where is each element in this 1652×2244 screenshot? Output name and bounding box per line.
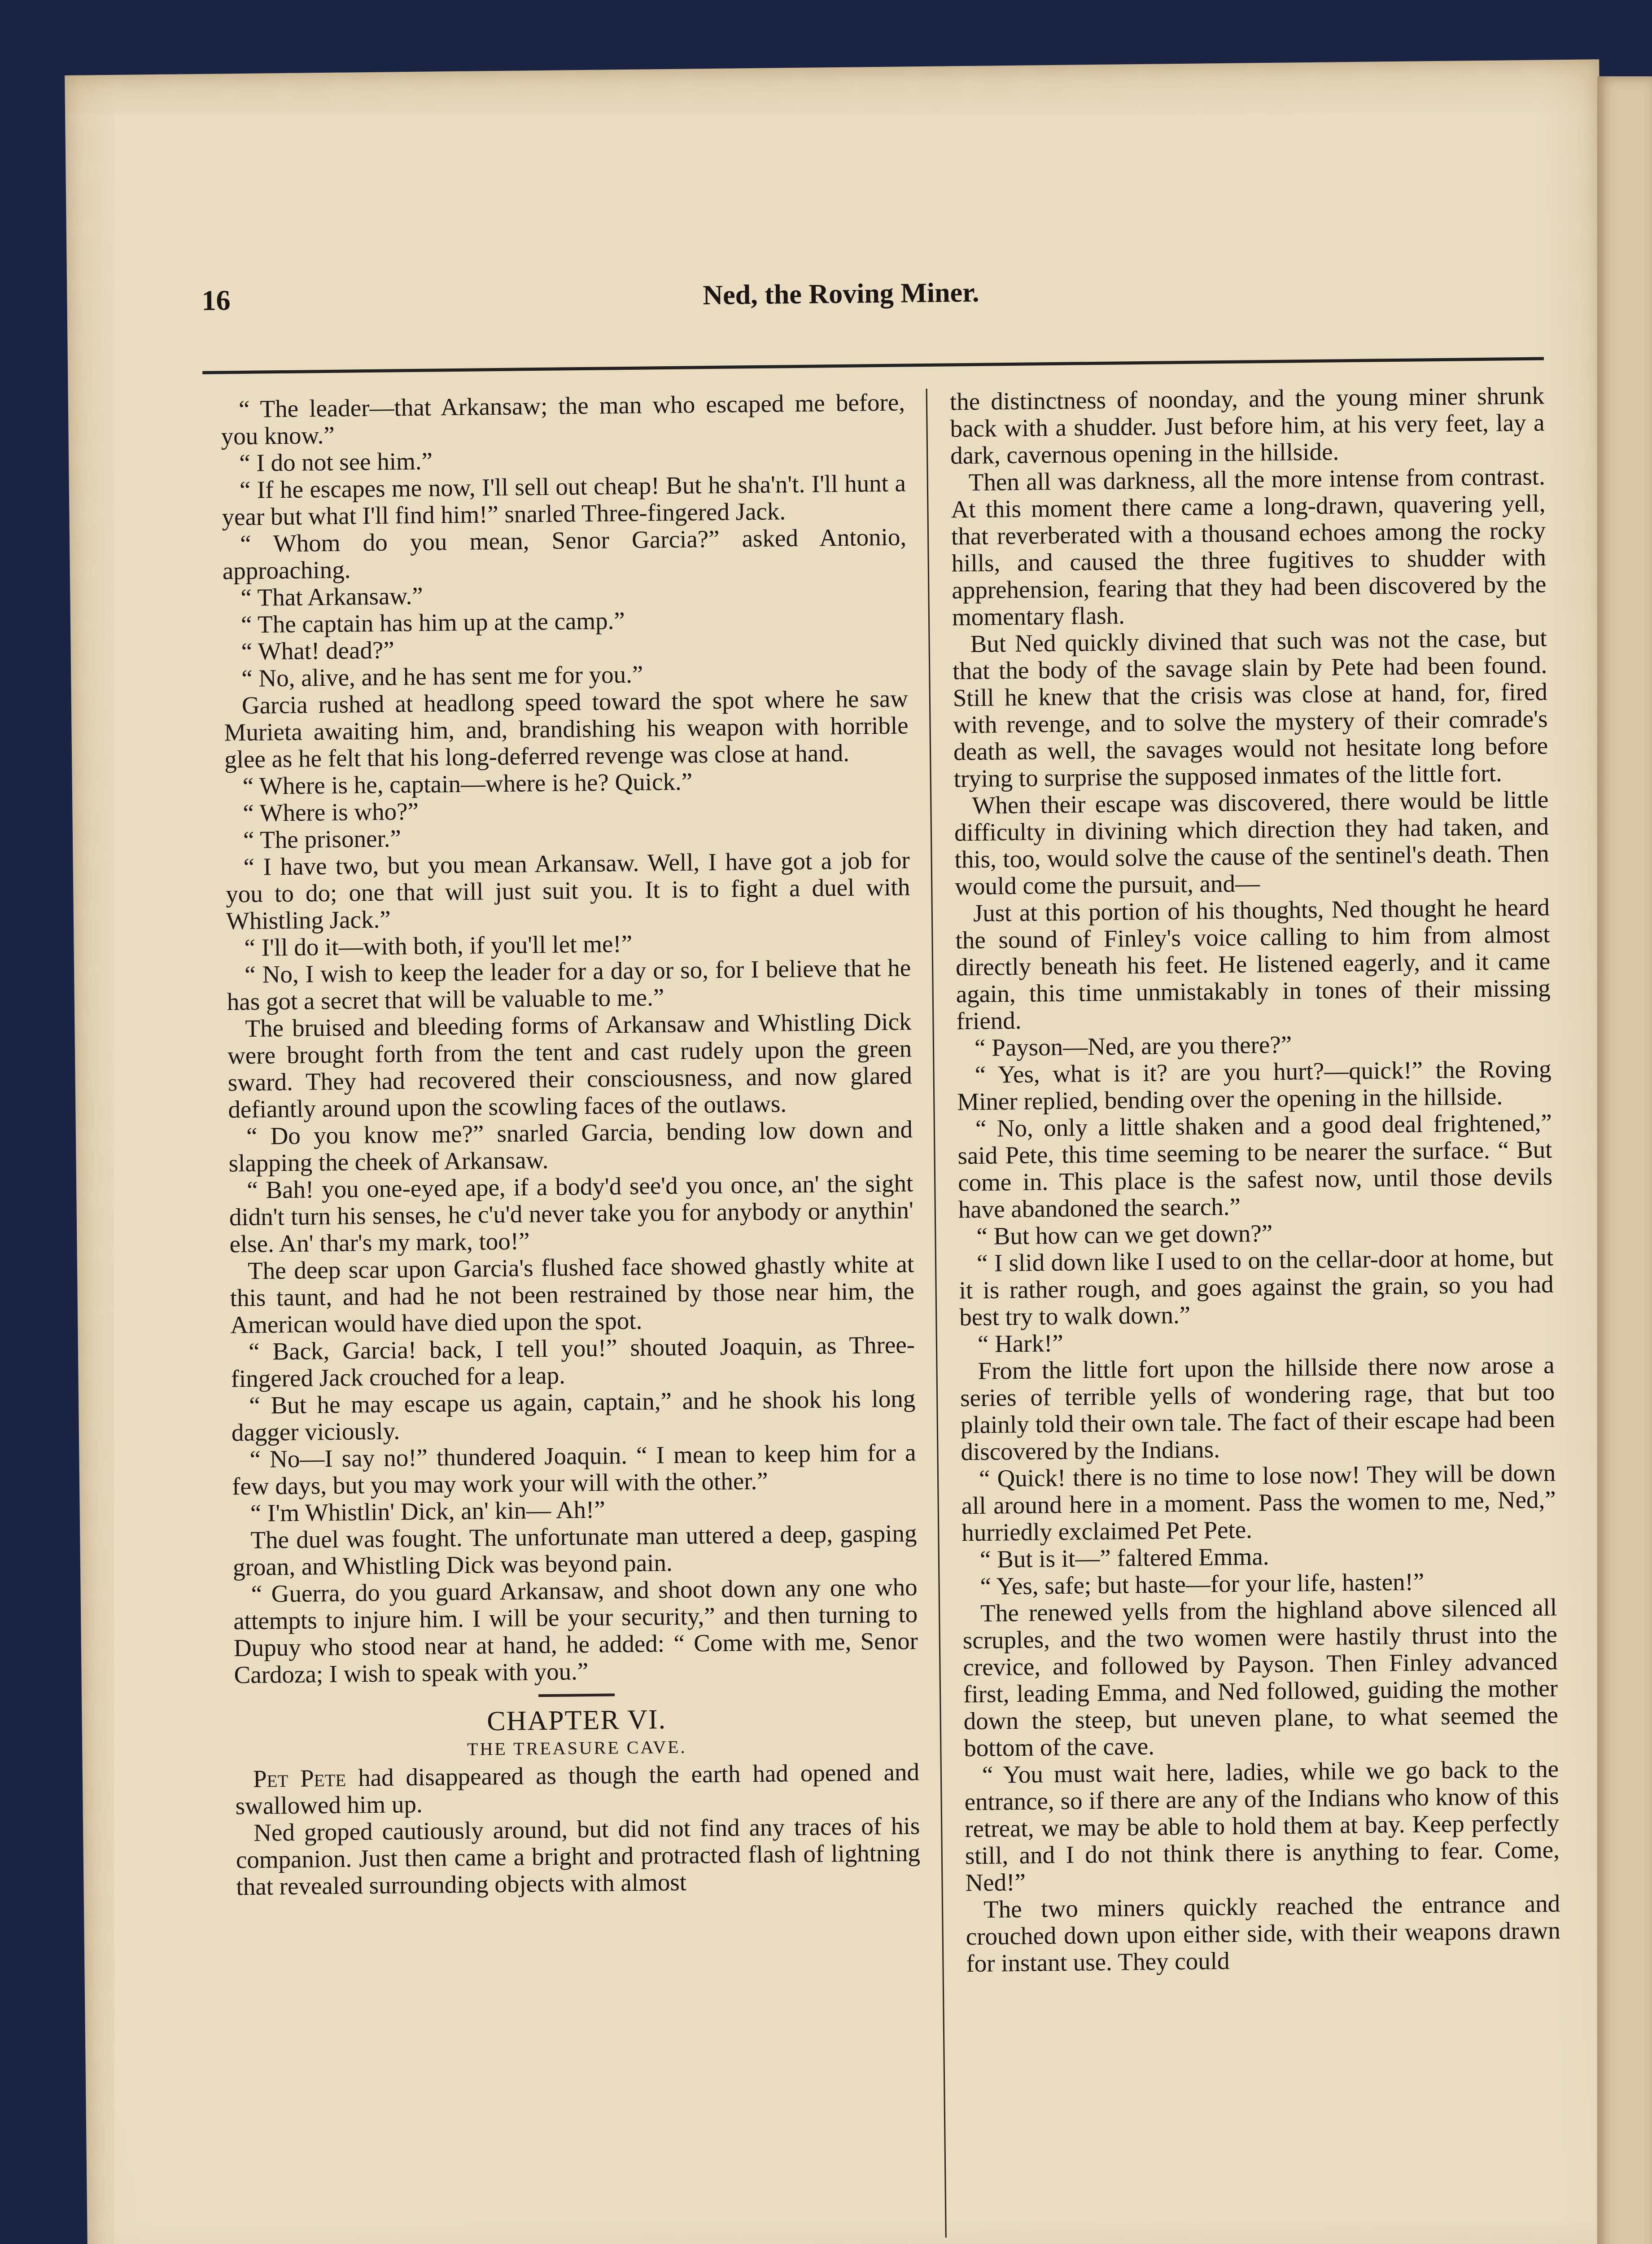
paragraph: “ No, alive, and he has sent me for you.” xyxy=(241,660,643,692)
paragraph: From the little fort upon the hillside there now arose a series of terrible yells of wondering rage, that but too plainly told their own tale. The fact of their escape had been discovered by the Indians. xyxy=(960,1351,1556,1466)
section-divider xyxy=(538,1693,615,1697)
paragraph: “ Do you know me?” snarled Garcia, bending low down and slapping the cheek of Arkansaw. xyxy=(228,1115,913,1177)
paragraph: “ No—I say no!” thundered Joaquin. “ I mean to keep him for a few days, but you may work your will with the other.” xyxy=(232,1438,916,1500)
paragraph: “ You must wait here, ladies, while we go back to the entrance, so if there are any of the Indians who know of this retreat, we may be able to hold them at bay. Keep perfectly still, and I do not think there is anything to fear. Come, Ned!” xyxy=(964,1755,1560,1897)
left-column-text xyxy=(221,389,918,1688)
paragraph: “ But he may escape us again, captain,” and he shook his long dagger viciously. xyxy=(231,1385,916,1446)
paragraph: “ Bah! you one-eyed ape, if a body'd see'd you once, an' the sight didn't turn his senses, he c'u'd never take you for anybody or anythin' else. An' thar's my mark, too!” xyxy=(229,1169,914,1258)
paragraph: “ Guerra, do you guard Arkansaw, and shoot down any one who attempts to injure him. I will be your security,” and then turning to Dupuy who stood near at hand, he added: “ Come with me, Senor Cardoza; I wish to speak with you.” xyxy=(233,1573,918,1689)
paragraph: the distinctness of noonday, and the young miner shrunk back with a shudder. Just before him, at his very feet, lay a dark, cavernous opening in the hillside. xyxy=(949,381,1545,469)
paragraph: When their escape was discovered, there would be little difficulty in divining which direction they had taken, and this, too, would solve the cause of the sentinel's death. Then would come the pursuit, and— xyxy=(954,785,1549,900)
book-page xyxy=(65,59,1622,2244)
paragraph: “ I have two, but you mean Arkansaw. Well, I have got a job for you to do; one that will just suit you. It is to fight a duel with Whistling Jack.” xyxy=(226,846,910,935)
paragraph: “ No, only a little shaken and a good deal frightened,” said Pete, this time seeming to be nearer the surface. “ But come in. This place is the safest now, until those devils have abandoned the search.” xyxy=(957,1109,1553,1223)
chapter-subtitle: THE TREASURE CAVE. xyxy=(467,1736,687,1759)
running-title: Ned, the Roving Miner. xyxy=(703,277,979,311)
paragraph: “ No, I wish to keep the leader for a day or so, for I believe that he has got a secret that will be valuable to me.” xyxy=(227,954,911,1016)
paragraph: “ Yes, what is it? are you hurt?—quick!” the Roving Miner replied, bending over the opening in the hillside. xyxy=(957,1055,1551,1116)
paragraph: “ Whom do you mean, Senor Garcia?” asked Antonio, approaching. xyxy=(222,523,907,585)
chapter-opening-word: Pet Pete xyxy=(253,1764,346,1793)
left-column xyxy=(221,389,921,1900)
paragraph: “ Quick! there is no time to lose now! They will be down all around here in a moment. Pass the women to me, Ned,” hurriedly exclaimed Pet Pete. xyxy=(961,1459,1556,1547)
paragraph: “ The prisoner.” xyxy=(243,824,402,854)
paragraph: “ But how can we get down?” xyxy=(976,1219,1273,1250)
chapter-first-paragraph xyxy=(235,1758,920,1819)
paragraph: “ If he escapes me now, I'll sell out cheap! But he sha'n't. I'll hunt a year but what I'll find him!” snarled Three-fingered Jack. xyxy=(222,469,906,531)
paragraph: The two miners quickly reached the entrance and crouched down upon either side, with their weapons drawn for instant use. They could xyxy=(966,1889,1561,1977)
right-column xyxy=(950,382,1561,1977)
paragraph: The bruised and bleeding forms of Arkansaw and Whistling Dick were brought forth from the tent and cast rudely upon the green sward. They had recovered their consciousness, and now glared defiantly around upon the scowling faces of the outlaws. xyxy=(227,1008,912,1123)
paragraph: “ Payson—Ned, are you there?” xyxy=(974,1030,1292,1061)
chapter-paragraph-text: had disappeared as though the earth had opened and swallowed him up. xyxy=(235,1758,920,1820)
paragraph: “ I'll do it—with both, if you'll let me!” xyxy=(244,929,633,961)
paragraph: But Ned quickly divined that such was not the case, but that the body of the savage slain by Pete had been found. Still he knew that the crisis was close at hand, for, fired with revenge, and to solve the mystery of their comrade's death as well, the savages would not hesitate long before trying to surprise the supposed inmates of the little fort. xyxy=(952,624,1548,793)
paragraph: Just at this portion of his thoughts, Ned thought he heard the sound of Finley's voice calling to him from almost directly beneath his feet. He listened eagerly, and it came again, this time unmistakably in tones of their missing friend. xyxy=(955,893,1551,1035)
paragraph: The renewed yells from the highland above silenced all scruples, and the two women were hastily thrust into the crevice, and followed by Payson. Then Finley advanced first, leading Emma, and Ned followed, guiding the mother down the steep, but uneven plane, to what seemed the bottom of the cave. xyxy=(962,1593,1558,1762)
paragraph: “ That Arkansaw.” xyxy=(240,582,423,611)
paragraph: “ The captain has him up at the camp.” xyxy=(240,607,625,638)
chapter-paragraph: Ned groped cautiously around, but did not find any traces of his companion. Just then came a bright and protracted flash of lightning that revealed surrounding objects with almost xyxy=(236,1812,921,1901)
paragraph: “ I slid down like I used to on the cellar-door at home, but it is rather rough, and goes against the grain, so you had best try to walk down.” xyxy=(959,1243,1554,1331)
column-divider xyxy=(926,389,947,2238)
paragraph: “ Back, Garcia! back, I tell you!” shouted Joaquin, as Three-fingered Jack crouched for a leap. xyxy=(231,1331,915,1393)
paragraph: “ Where is who?” xyxy=(243,797,419,827)
paragraph: The duel was fought. The unfortunate man uttered a deep, gasping groan, and Whistling Dick was beyond pain. xyxy=(232,1519,917,1581)
paragraph: Then all was darkness, all the more intense from contrast. At this moment there came a long-drawn, quavering yell, that reverberated with a thousand echoes among the rocky hills, and caused the three fugitives to shudder with apprehension, fearing that they had been discovered by the momentary flash. xyxy=(951,462,1547,631)
page-number: 16 xyxy=(201,284,231,316)
paragraph: “ Yes, safe; but haste—for your life, hasten!” xyxy=(980,1568,1425,1600)
paragraph: “ The leader—that Arkansaw; the man who escaped me before, you know.” xyxy=(221,388,905,450)
paragraph: “ What! dead?” xyxy=(241,636,394,665)
paragraph: “ I'm Whistlin' Dick, an' kin— Ah!” xyxy=(250,1495,606,1527)
chapter-title: CHAPTER VI. xyxy=(486,1704,667,1737)
adjacent-page-edge xyxy=(1597,76,1652,2244)
right-column-text xyxy=(950,382,1561,1977)
paragraph: “ Hark!” xyxy=(977,1329,1064,1358)
paragraph: Garcia rushed at headlong speed toward the spot where he saw Murieta awaiting him, and, brandishing his weapon with horrible glee as he felt that his long-deferred revenge was close at hand. xyxy=(224,684,909,773)
page-header xyxy=(201,260,1543,328)
paragraph: “ Where is he, captain—where is he? Quick.” xyxy=(242,767,693,800)
paragraph: The deep scar upon Garcia's flushed face showed ghastly white at this taunt, and had he not been restrained by those near him, the American would have died upon the spot. xyxy=(230,1250,915,1339)
paragraph: “ I do not see him.” xyxy=(239,447,433,477)
paragraph: “ But is it—” faltered Emma. xyxy=(979,1543,1269,1573)
header-rule xyxy=(202,357,1544,374)
